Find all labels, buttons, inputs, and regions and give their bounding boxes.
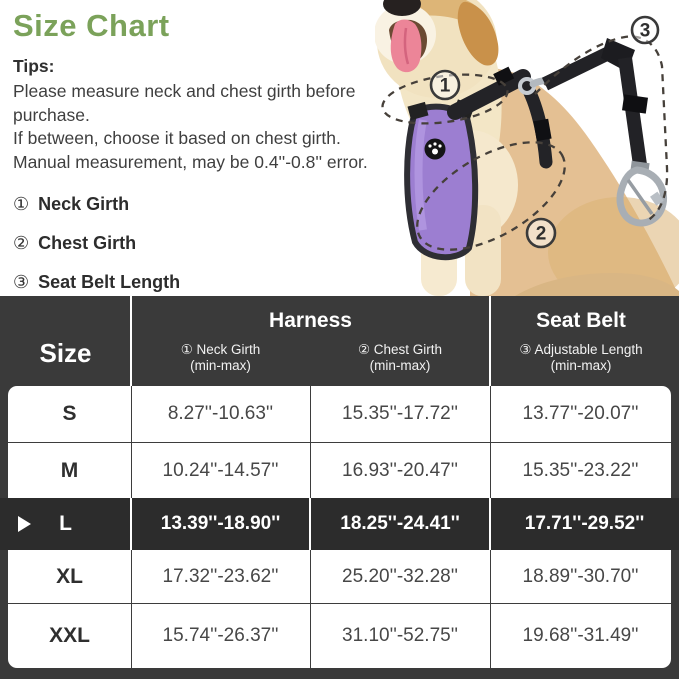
table-row-s bbox=[8, 386, 671, 442]
table-row-xxl bbox=[8, 603, 671, 668]
legend-item-seat-belt-length bbox=[13, 273, 433, 292]
page-title: Size Chart bbox=[13, 8, 170, 43]
highlight-divider bbox=[309, 498, 311, 550]
neck-girth-cell: 10.24''-14.57'' bbox=[162, 459, 279, 481]
legend-item-chest-girth bbox=[13, 234, 433, 253]
table-row-xl bbox=[8, 550, 671, 603]
neck-girth-cell: 17.32''-23.62'' bbox=[162, 565, 279, 587]
belt-adjuster bbox=[622, 94, 648, 113]
legend-item-neck-girth bbox=[13, 195, 433, 214]
legend-label: Seat Belt Length bbox=[38, 272, 181, 292]
size-label: L bbox=[59, 512, 72, 535]
table-row-l-highlighted bbox=[0, 498, 679, 550]
circled-3-icon: ③ bbox=[13, 272, 30, 292]
belt-length-cell: 18.89''-30.70'' bbox=[522, 565, 639, 587]
subheader-line2: (min-max) bbox=[550, 358, 612, 373]
size-cell: XXL bbox=[49, 624, 90, 647]
size-chart-table bbox=[0, 296, 679, 679]
seatbelt-group-header: Seat Belt bbox=[536, 309, 626, 332]
paw-icon bbox=[438, 144, 441, 147]
subheader-line1: ② Chest Girth bbox=[357, 342, 443, 357]
subheader-line2: (min-max) bbox=[190, 358, 251, 373]
chest-girth-cell: 15.35''-17.72'' bbox=[342, 403, 458, 424]
subheader-line1: ③ Adjustable Length bbox=[519, 342, 643, 357]
legend-label: Neck Girth bbox=[38, 194, 130, 214]
size-column-header: Size bbox=[39, 337, 92, 368]
table-row-m bbox=[8, 442, 671, 498]
belt-length-cell-highlighted: 17.71''-29.52'' bbox=[524, 513, 645, 534]
chest-girth-subheader bbox=[310, 342, 490, 374]
tips-body bbox=[13, 80, 433, 174]
info-block bbox=[13, 8, 433, 312]
size-cell-highlighted bbox=[0, 498, 131, 550]
neck-girth-cell: 15.74''-26.37'' bbox=[162, 625, 279, 646]
highlight-divider bbox=[489, 498, 491, 550]
belt-length-cell: 15.35''-23.22'' bbox=[522, 459, 639, 481]
tips-label: Tips: bbox=[13, 56, 55, 76]
neck-girth-cell-highlighted: 13.39''-18.90'' bbox=[160, 513, 281, 534]
harness-group-header: Harness bbox=[269, 309, 352, 332]
legend-label: Chest Girth bbox=[38, 233, 137, 253]
highlight-divider bbox=[130, 498, 132, 550]
subheader-line2: (min-max) bbox=[369, 358, 431, 373]
tip-line-2: If between, choose it based on chest girth. bbox=[13, 128, 341, 148]
callout-number-2: 2 bbox=[535, 223, 547, 245]
header-divider bbox=[489, 296, 491, 386]
tip-line-3: Manual measurement, may be 0.4''-0.8'' error. bbox=[13, 151, 368, 172]
size-cell: S bbox=[62, 402, 77, 425]
circled-2-icon: ② bbox=[13, 233, 30, 253]
chest-girth-cell-highlighted: 18.25''-24.41'' bbox=[340, 513, 460, 534]
circled-1-icon: ① bbox=[13, 194, 30, 214]
table-body bbox=[8, 386, 671, 668]
chest-girth-cell: 25.20''-32.28'' bbox=[342, 565, 458, 587]
selected-row-arrow-icon bbox=[18, 516, 31, 532]
neck-girth-subheader bbox=[131, 342, 310, 374]
measure-legend bbox=[13, 195, 433, 292]
callout-number-1: 1 bbox=[439, 75, 451, 97]
chest-girth-cell: 16.93''-20.47'' bbox=[342, 459, 458, 481]
belt-length-cell: 19.68''-31.49'' bbox=[522, 625, 639, 646]
belt-length-cell: 13.77''-20.07'' bbox=[522, 403, 639, 424]
adjustable-length-subheader bbox=[490, 342, 672, 374]
tip-line-1: Please measure neck and chest girth before purchase. bbox=[13, 81, 356, 125]
subheader-line1: ① Neck Girth bbox=[180, 342, 261, 357]
neck-girth-cell: 8.27''-10.63'' bbox=[167, 403, 274, 424]
chest-girth-cell: 31.10''-52.75'' bbox=[342, 625, 458, 646]
size-cell: M bbox=[60, 458, 79, 482]
seat-belt-webbing bbox=[625, 58, 641, 172]
callout-number-3: 3 bbox=[639, 20, 651, 42]
size-cell: XL bbox=[56, 564, 83, 588]
paw-icon bbox=[433, 142, 436, 145]
